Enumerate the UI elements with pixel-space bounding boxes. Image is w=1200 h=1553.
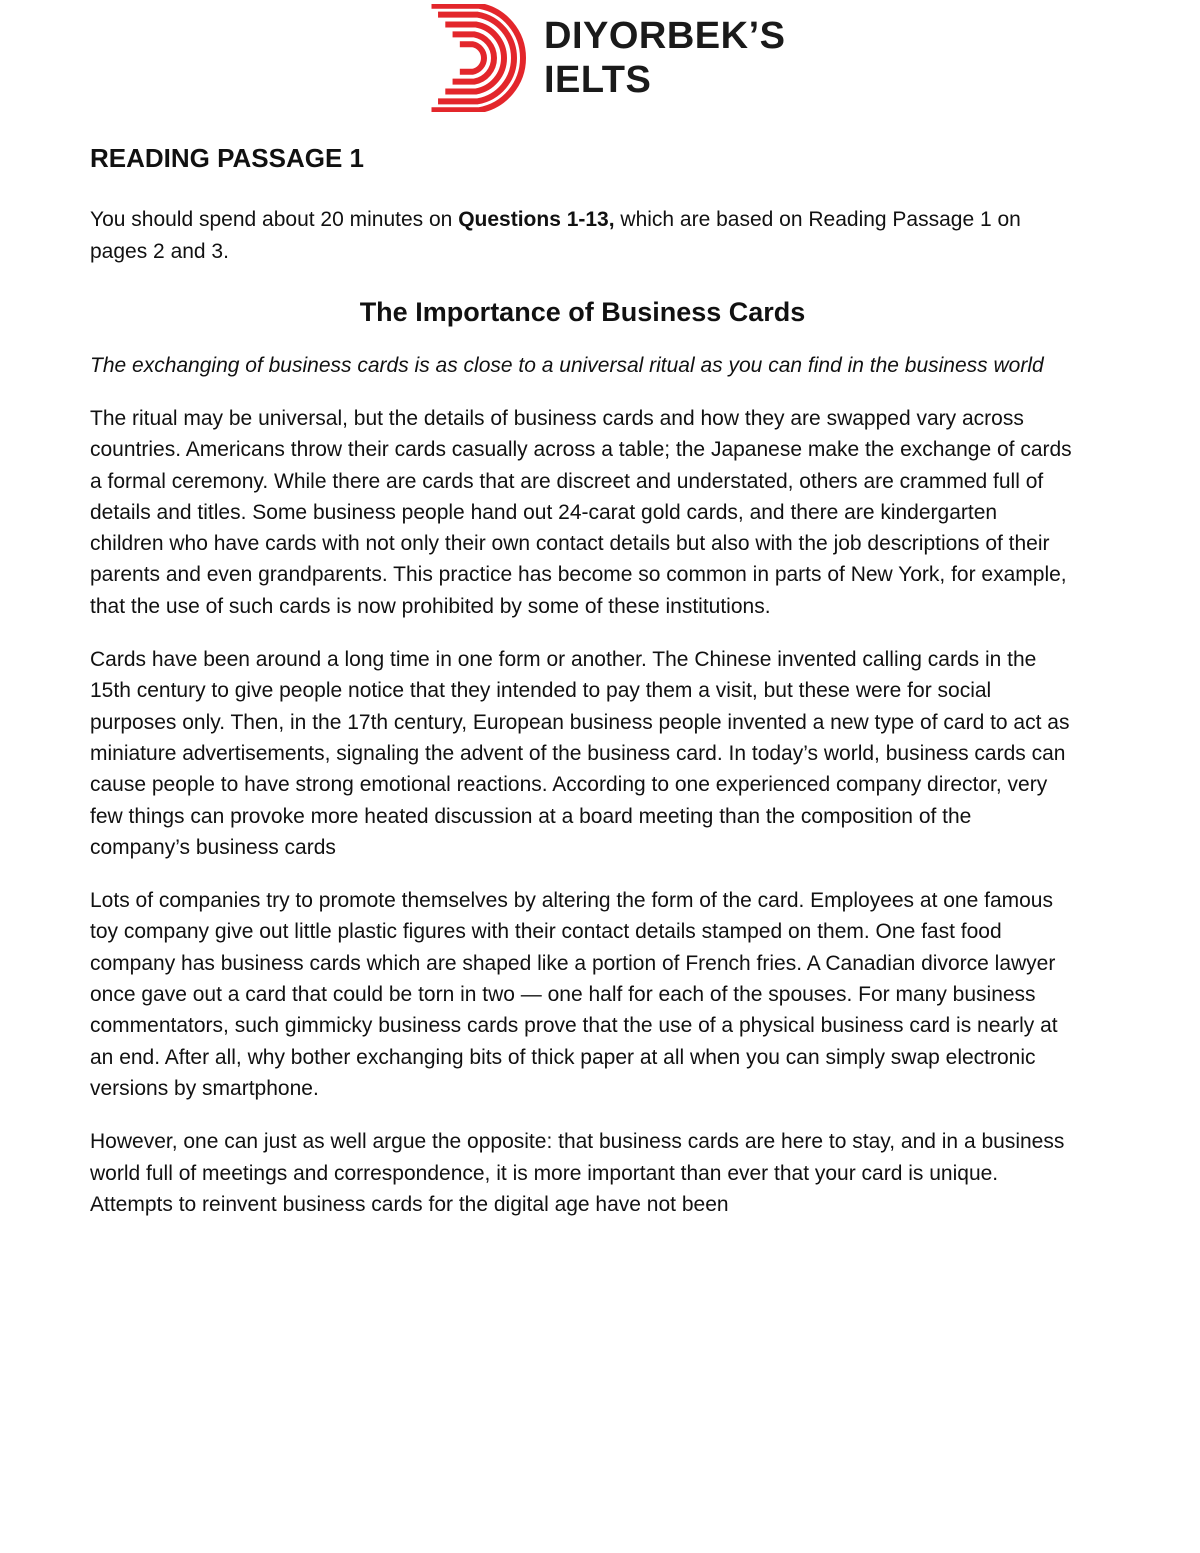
brand-line-2: IELTS [544,59,652,101]
paragraph-3: Lots of companies try to promote themselves by altering the form of the card. Employees at one famous toy company give out little plastic figures with their contact details stamped on them. One fast food company has business cards which are shaped like a portion of French fries. A Canadian divorce lawyer once gave out a card that could be torn in two — one half for each of the spouses. For many business commentators, such gimmicky business cards prove that the use of a physical business card is nearly at an end. After all, why bother exchanging bits of thick paper at all when you can simply swap electronic versions by smartphone. [90,889,1058,1100]
concentric-arcs-logo-icon [414,4,526,112]
brand-name [544,14,785,102]
article-subtitle: The exchanging of business cards is as close to a universal ritual as you can find in the business world [90,354,1044,377]
page-header [414,4,785,112]
document-body [90,140,1075,1242]
instruction-text [90,204,1075,268]
paragraph-4: However, one can just as well argue the opposite: that business cards are here to stay, and in a business world full of meetings and correspondence, it is more important than ever that your card is unique. Attempts to reinvent business cards for the digital age have not been [90,1130,1065,1216]
instruction-prefix: You should spend about 20 minutes on [90,208,459,231]
logo-arc [460,44,484,72]
instruction-questions: Questions 1-13, [458,208,615,231]
passage-title: READING PASSAGE 1 [90,143,365,173]
paragraph-2: Cards have been around a long time in one form or another. The Chinese invented calling cards in the 15th century to give people notice that they intended to pay them a visit, but these were for social purposes only. Then, in the 17th century, European business people invented a new type of card to act as miniature advertisements, signaling the advent of the business card. In today’s world, business cards can cause people to have strong emotional reactions. According to one experienced company director, very few things can provoke more heated discussion at a board meeting than the composition of the company’s business cards [90,648,1070,859]
article-title: The Importance of Business Cards [359,297,806,327]
paragraph-1: The ritual may be universal, but the details of business cards and how they are swapped vary across countries. Americans throw their cards casually across a table; the Japanese make the exchange of cards a formal ceremony. While there are cards that are discreet and understated, others are crammed full of details and titles. Some business people hand out 24-carat gold cards, and there are kindergarten children who have cards with not only their own contact details but also with the job descriptions of their parents and even grandparents. This practice has become so common in parts of New York, for example, that the use of such cards is now prohibited by some of these institutions. [90,407,1072,618]
brand-line-1: DIYORBEK’S [544,15,786,57]
logo-arc [432,6,523,110]
instruction-suffix: which are based on Reading Passage 1 on pages 2 and 3. [90,208,1021,263]
